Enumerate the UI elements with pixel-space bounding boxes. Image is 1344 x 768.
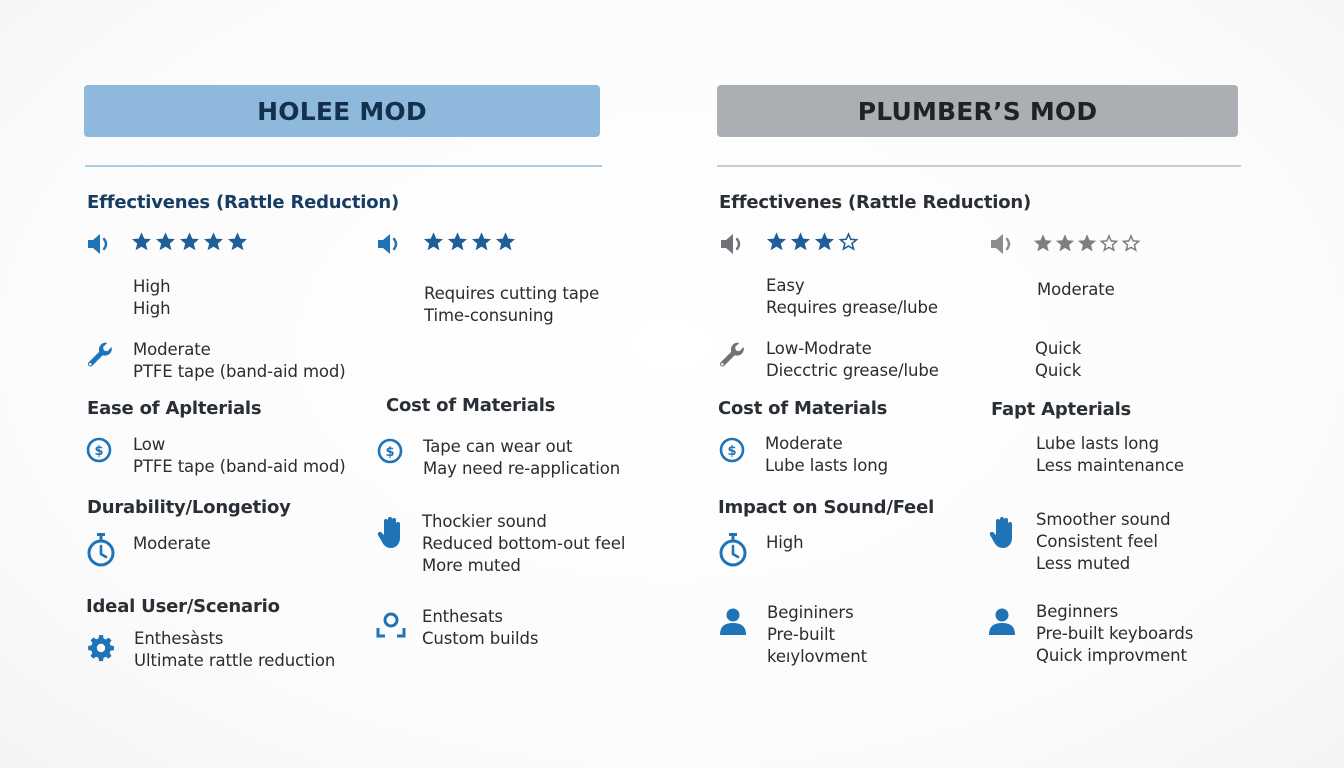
holee-tool-values: Moderate PTFE tape (band-aid mod) bbox=[133, 340, 346, 381]
svg-text:$: $ bbox=[385, 445, 395, 460]
plumbers-tool-values: Low-Modrate Diecctric grease/lube bbox=[766, 339, 939, 380]
wrench-icon bbox=[85, 340, 115, 372]
user-group-icon bbox=[376, 611, 406, 639]
star-filled-icon bbox=[790, 231, 811, 252]
star-filled-icon bbox=[447, 231, 468, 252]
star-filled-icon bbox=[155, 231, 176, 252]
speaker-icon bbox=[376, 232, 404, 256]
svg-text:$: $ bbox=[94, 444, 104, 459]
holee-ease-heading: Ease of Aplterials bbox=[87, 398, 262, 419]
holee-durability-heading: Durability/Longetioy bbox=[87, 497, 291, 518]
holee-ideal-heading: Ideal User/Scenario bbox=[86, 596, 280, 617]
star-filled-icon bbox=[1077, 233, 1097, 253]
holee-mod-title: HOLEE MOD bbox=[257, 96, 427, 126]
plumbers-feel-values: Smoother sound Consistent feel Less muted bbox=[1036, 510, 1171, 573]
holee-cost-heading: Cost of Materials bbox=[386, 395, 556, 416]
hand-icon bbox=[989, 516, 1017, 550]
star-outline-icon bbox=[838, 231, 859, 252]
holee-cost-a-values: Low PTFE tape (band-aid mod) bbox=[133, 435, 346, 476]
plumbers-ideal-a-values: Begininers Pre-built keıylovment bbox=[767, 603, 867, 666]
stopwatch-icon bbox=[86, 532, 116, 568]
star-filled-icon bbox=[203, 231, 224, 252]
holee-divider bbox=[85, 165, 602, 167]
star-filled-icon bbox=[179, 231, 200, 252]
holee-ideal-a-values: Enthesàsts Ultimate rattle reduction bbox=[134, 629, 336, 670]
star-filled-icon bbox=[131, 231, 152, 252]
holee-feel-values: Thockier sound Reduced bottom-out feel More muted bbox=[422, 512, 626, 575]
wrench-icon bbox=[717, 340, 747, 372]
plumbers-cost-heading: Cost of Materials bbox=[718, 398, 888, 419]
gear-icon bbox=[87, 634, 115, 662]
dollar-icon bbox=[86, 437, 112, 463]
holee-mod-header bbox=[84, 85, 600, 137]
star-filled-icon bbox=[814, 231, 835, 252]
speaker-icon bbox=[86, 232, 114, 256]
star-filled-icon bbox=[471, 231, 492, 252]
holee-rating-a-stars bbox=[131, 231, 248, 252]
star-filled-icon bbox=[227, 231, 248, 252]
plumbers-divider bbox=[717, 165, 1241, 167]
plumbers-cost-b-values: Lube lasts long Less maintenance bbox=[1036, 434, 1184, 475]
star-filled-icon bbox=[1033, 233, 1053, 253]
star-filled-icon bbox=[1055, 233, 1075, 253]
user-icon bbox=[988, 607, 1016, 637]
star-outline-icon bbox=[1121, 233, 1141, 253]
plumbers-effectiveness-heading: Effectivenes (Rattle Reduction) bbox=[719, 192, 1032, 213]
plumbers-impact-heading: Impact on Sound/Feel bbox=[718, 497, 935, 518]
holee-effectiveness-values: High High bbox=[133, 277, 171, 318]
speaker-icon bbox=[719, 232, 747, 256]
hand-icon bbox=[377, 516, 405, 550]
plumbers-effectiveness-b-values: Moderate bbox=[1037, 280, 1115, 299]
plumbers-time-values: Quick Quick bbox=[1035, 339, 1082, 380]
stopwatch-icon bbox=[718, 532, 748, 568]
star-filled-icon bbox=[423, 231, 444, 252]
plumbers-ideal-b-values: Beginners Pre-built keyboards Quick improvment bbox=[1036, 602, 1194, 665]
star-outline-icon bbox=[1099, 233, 1119, 253]
svg-text:$: $ bbox=[727, 444, 737, 459]
holee-cost-b-values: Tape can wear out May need re-application bbox=[423, 437, 621, 478]
plumbers-cost-a-values: Moderate Lube lasts long bbox=[765, 434, 888, 475]
star-filled-icon bbox=[766, 231, 787, 252]
holee-rating-b-stars bbox=[423, 231, 516, 252]
plumbers-impact-values: High bbox=[766, 533, 804, 552]
speaker-icon bbox=[989, 232, 1017, 256]
dollar-icon bbox=[377, 438, 403, 464]
plumbers-rating-b-stars bbox=[1033, 233, 1141, 253]
user-icon bbox=[719, 607, 747, 637]
dollar-icon bbox=[719, 437, 745, 463]
holee-effort-notes: Requires cutting tape Time-consuning bbox=[424, 284, 600, 325]
plumbers-rating-a-stars bbox=[766, 231, 859, 252]
plumbers-mod-header bbox=[717, 85, 1238, 137]
holee-effectiveness-heading: Effectivenes (Rattle Reduction) bbox=[87, 192, 400, 213]
plumbers-mod-title: PLUMBER’S MOD bbox=[857, 96, 1098, 126]
plumbers-fapt-heading: Fapt Apterials bbox=[991, 399, 1132, 420]
plumbers-ease-values: Easy Requires grease/lube bbox=[766, 276, 938, 317]
holee-ideal-b-values: Enthesats Custom builds bbox=[422, 607, 539, 648]
star-filled-icon bbox=[495, 231, 516, 252]
holee-durability-values: Moderate bbox=[133, 534, 211, 553]
